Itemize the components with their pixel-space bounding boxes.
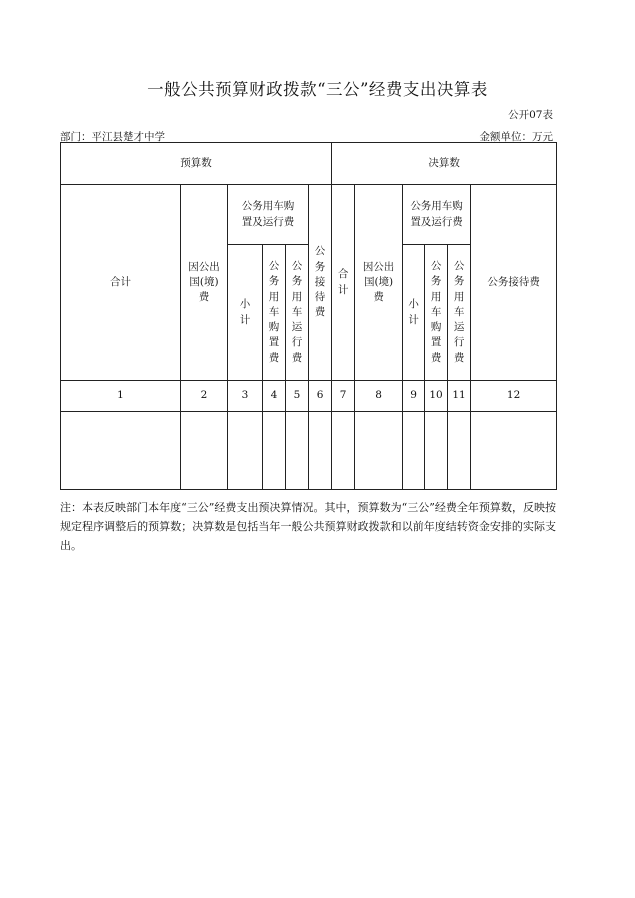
final-abroad-header: 因公出国(境)费 xyxy=(355,185,403,381)
col-number: 3 xyxy=(228,381,263,412)
data-cell xyxy=(403,412,425,490)
table-note: 注：本表反映部门本年度“三公”经费支出预决算情况。其中，预算数为“三公”经费全年预算数，反映按规定程序调整后的预算数；决算数是包括当年一般公共预算财政拨款和以前年度结转资金安排的实际支出。 xyxy=(60,501,556,552)
data-cell xyxy=(286,412,309,490)
col-number: 2 xyxy=(181,381,228,412)
final-vehicle-operation-header: 公务用车运行费 xyxy=(448,245,471,381)
data-cell xyxy=(181,412,228,490)
col-number: 5 xyxy=(286,381,309,412)
data-cell xyxy=(471,412,557,490)
final-vehicle-purchase-header: 公务用车购置费 xyxy=(425,245,448,381)
col-number: 12 xyxy=(471,381,557,412)
data-cell xyxy=(263,412,286,490)
col-number: 10 xyxy=(425,381,448,412)
data-row xyxy=(61,412,557,490)
col-number: 8 xyxy=(355,381,403,412)
data-cell xyxy=(355,412,403,490)
budget-abroad-header: 因公出国(境)费 xyxy=(181,185,228,381)
data-cell xyxy=(61,412,181,490)
final-subtotal-header: 小计 xyxy=(403,245,425,381)
budget-vehicle-operation-header: 公务用车运行费 xyxy=(286,245,309,381)
page-title: 一般公共预算财政拨款“三公”经费支出决算表 xyxy=(147,80,488,99)
amount-unit-label: 金额单位：万元 xyxy=(479,131,553,143)
col-number: 4 xyxy=(263,381,286,412)
data-cell xyxy=(425,412,448,490)
data-cell xyxy=(448,412,471,490)
budget-vehicle-purchase-header: 公务用车购置费 xyxy=(263,245,286,381)
final-header: 决算数 xyxy=(332,143,557,185)
data-cell xyxy=(228,412,263,490)
three-public-expenses-table xyxy=(60,142,557,490)
data-cell xyxy=(332,412,355,490)
column-number-row xyxy=(61,381,557,412)
department-label: 部门：平江县楚才中学 xyxy=(60,131,165,143)
data-cell xyxy=(309,412,332,490)
final-total-header: 合计 xyxy=(332,185,355,381)
col-number: 1 xyxy=(61,381,181,412)
col-number: 7 xyxy=(332,381,355,412)
budget-total-header: 合计 xyxy=(61,185,181,381)
budget-vehicle-header: 公务用车购置及运行费 xyxy=(228,185,309,245)
budget-subtotal-header: 小计 xyxy=(228,245,263,381)
column-header-row-1 xyxy=(61,185,557,245)
final-vehicle-header: 公务用车购置及运行费 xyxy=(403,185,471,245)
group-header-row xyxy=(61,143,557,185)
budget-header: 预算数 xyxy=(61,143,332,185)
form-number: 公开07表 xyxy=(508,109,553,121)
final-reception-header: 公务接待费 xyxy=(471,185,557,381)
col-number: 6 xyxy=(309,381,332,412)
col-number: 11 xyxy=(448,381,471,412)
budget-reception-header: 公务接待费 xyxy=(309,185,332,381)
col-number: 9 xyxy=(403,381,425,412)
